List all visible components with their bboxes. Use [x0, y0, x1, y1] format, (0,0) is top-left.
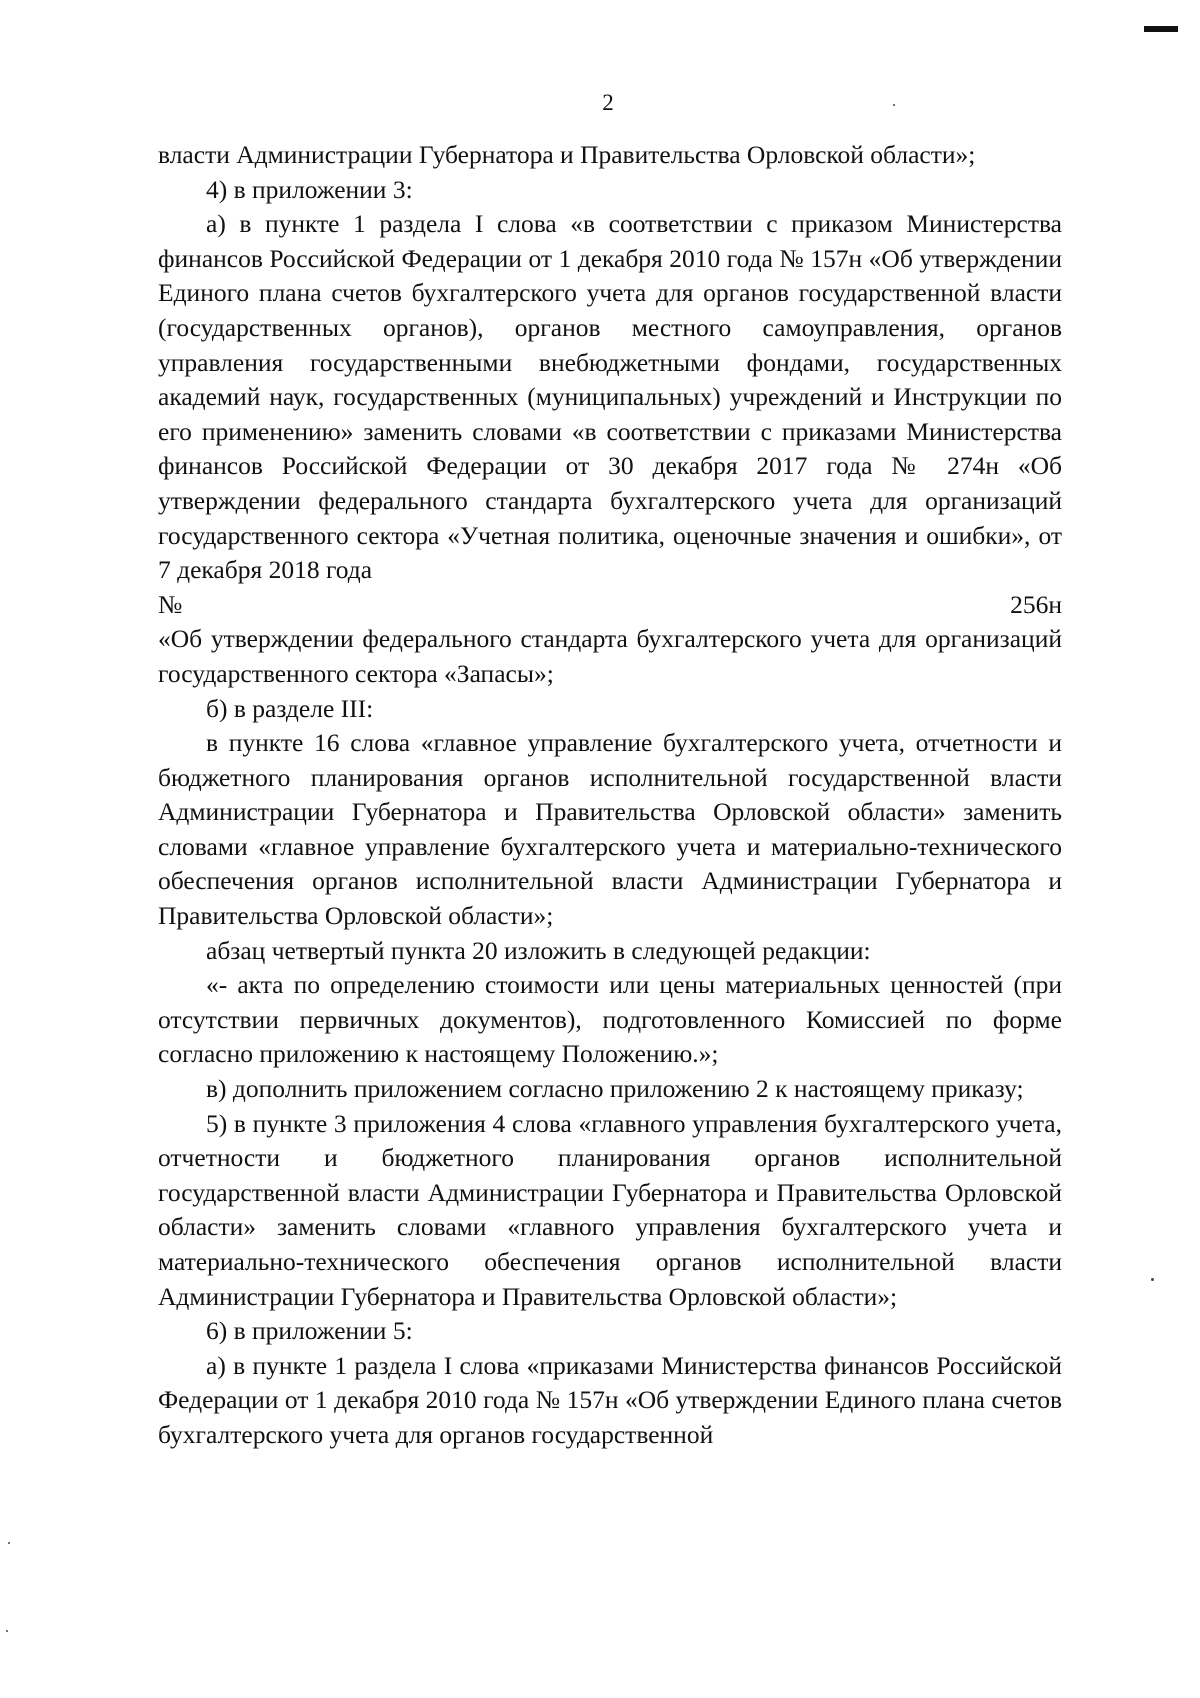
- paragraph: б) в разделе III:: [206, 693, 374, 723]
- paragraph: «Об утверждении федерального стандарта бухгалтерского учета для организаций государственного сектора «Запасы»;: [158, 624, 1062, 688]
- paragraph: 6) в приложении 5:: [206, 1316, 413, 1346]
- paragraph: 4) в приложении 3:: [206, 174, 413, 204]
- scan-speck: [1151, 1278, 1154, 1281]
- order-number: 256н: [1010, 589, 1062, 619]
- paragraph: 5) в пункте 3 приложения 4 слова «главного управления бухгалтерского учета, отчетности и бюджетного планирования органов исполнительной государственной власти Администрации Губернатора и Правительства Орловской области» заменить словами «главного управления бухгалтерского учета и материально-технического обеспечения органов исполнительной власти Администрации Губернатора и Правительства Орловской области»;: [158, 1108, 1062, 1311]
- paragraph: «- акта по определению стоимости или цены материальных ценностей (при отсутствии первичных документов), подготовленного Комиссией по форме согласно приложению к настоящему Положению.»;: [158, 970, 1062, 1069]
- split-line: [158, 588, 1062, 623]
- paragraph: абзац четвертый пункта 20 изложить в следующей редакции:: [206, 935, 871, 965]
- paragraph: власти Администрации Губернатора и Правительства Орловской области»;: [158, 140, 976, 169]
- document-body: [158, 138, 1062, 1453]
- number-sign: №: [158, 589, 183, 619]
- paragraph: в) дополнить приложением согласно приложению 2 к настоящему приказу;: [206, 1074, 1024, 1104]
- scan-speck: [893, 104, 895, 106]
- paragraph: в пункте 16 слова «главное управление бухгалтерского учета, отчетности и бюджетного планирования органов исполнительной государственной власти Администрации Губернатора и Правительства Орловской области» заменить словами «главное управление бухгалтерского учета и материально-технического обеспечения органов исполнительной власти Администрации Губернатора и Правительства Орловской области»;: [158, 728, 1062, 931]
- dash-mark-icon: [1144, 26, 1178, 32]
- scan-speck: [8, 1542, 10, 1544]
- paragraph: а) в пункте 1 раздела I слова «приказами Министерства финансов Российской Федерации от 1 декабря 2010 года № 157н «Об утверждении Единого плана счетов бухгалтерского учета для органов государственной: [158, 1350, 1062, 1449]
- scan-speck: [6, 1630, 8, 1632]
- paragraph: а) в пункте 1 раздела I слова «в соответствии с приказом Министерства финансов Российской Федерации от 1 декабря 2010 года № 157н «Об утверждении Единого плана счетов бухгалтерского учета для органов государственной власти (государственных органов), органов местного самоуправления, органов управления государственными внебюджетными фондами, государственных академий наук, государственных (муниципальных) учреждений и Инструкции по его применению» заменить словами «в соответствии с приказами Министерства финансов Российской Федерации от 30 декабря 2017 года № 274н «Об утверждении федерального стандарта бухгалтерского учета для организаций государственного сектора «Учетная политика, оценочные значения и ошибки», от 7 декабря 2018 года: [158, 209, 1062, 585]
- page-number: 2: [602, 90, 614, 115]
